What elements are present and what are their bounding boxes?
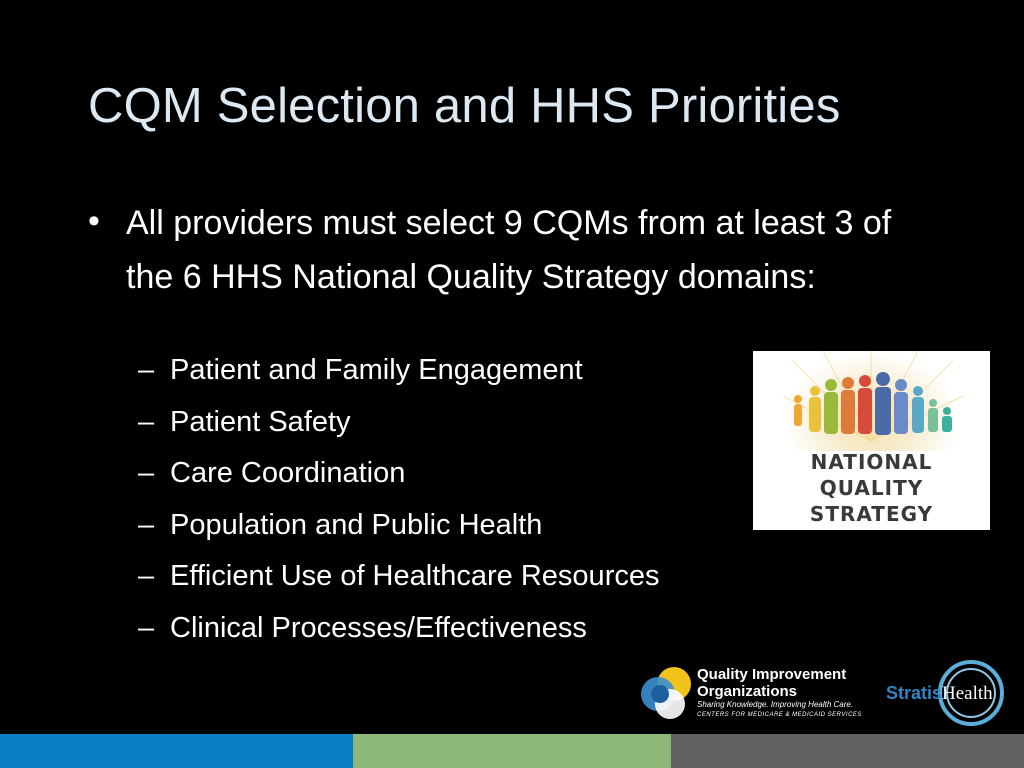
footer-bar-green	[353, 734, 671, 768]
dash-marker: –	[138, 612, 155, 644]
domain-item-5	[138, 560, 659, 593]
nqs-line-2: QUALITY	[819, 476, 924, 500]
qio-logo	[638, 664, 878, 728]
qio-tagline: Sharing Knowledge. Improving Health Care.	[697, 700, 854, 709]
dash-marker: –	[138, 457, 155, 489]
family-silhouettes-icon	[753, 351, 990, 451]
stratis-health-logo	[886, 660, 1010, 728]
qio-title	[697, 666, 846, 700]
domain-item-4	[138, 509, 542, 542]
stratis-health-wordmark	[886, 683, 993, 705]
domain-item-2	[138, 406, 351, 439]
domain-item-3	[138, 457, 405, 490]
nqs-line-3: STRATEGY	[809, 502, 934, 526]
dash-marker: –	[138, 560, 155, 592]
footer-bar-gray	[671, 734, 1024, 768]
domain-item-1	[138, 354, 583, 387]
domain-label: Patient and Family Engagement	[170, 354, 583, 386]
bullet-marker: •	[88, 202, 100, 240]
national-quality-strategy-logo	[753, 351, 990, 530]
footer-bar-blue	[0, 734, 353, 768]
dash-marker: –	[138, 406, 155, 438]
qio-agency: CENTERS FOR MEDICARE & MEDICAID SERVICES	[697, 712, 862, 718]
slide-title: CQM Selection and HHS Priorities	[88, 79, 841, 133]
dash-marker: –	[138, 509, 155, 541]
qio-line-1: Quality Improvement	[697, 666, 847, 683]
dash-marker: –	[138, 354, 155, 386]
main-bullet-text: All providers must select 9 CQMs from at least 3 of the 6 HHS National Quality Strategy domains:	[126, 204, 892, 296]
nqs-line-1: NATIONAL	[810, 450, 933, 474]
health-word: Health	[942, 683, 993, 704]
nqs-logo-text	[753, 449, 990, 527]
stratis-word: Stratis	[886, 683, 943, 703]
domain-label: Clinical Processes/Effectiveness	[170, 612, 587, 644]
domain-label: Care Coordination	[170, 457, 406, 489]
domain-label: Patient Safety	[170, 406, 351, 438]
qio-circles-icon	[638, 664, 696, 722]
domain-label: Population and Public Health	[170, 509, 543, 541]
domain-label: Efficient Use of Healthcare Resources	[170, 560, 660, 592]
qio-line-2: Organizations	[697, 683, 798, 700]
domain-item-6	[138, 612, 587, 645]
